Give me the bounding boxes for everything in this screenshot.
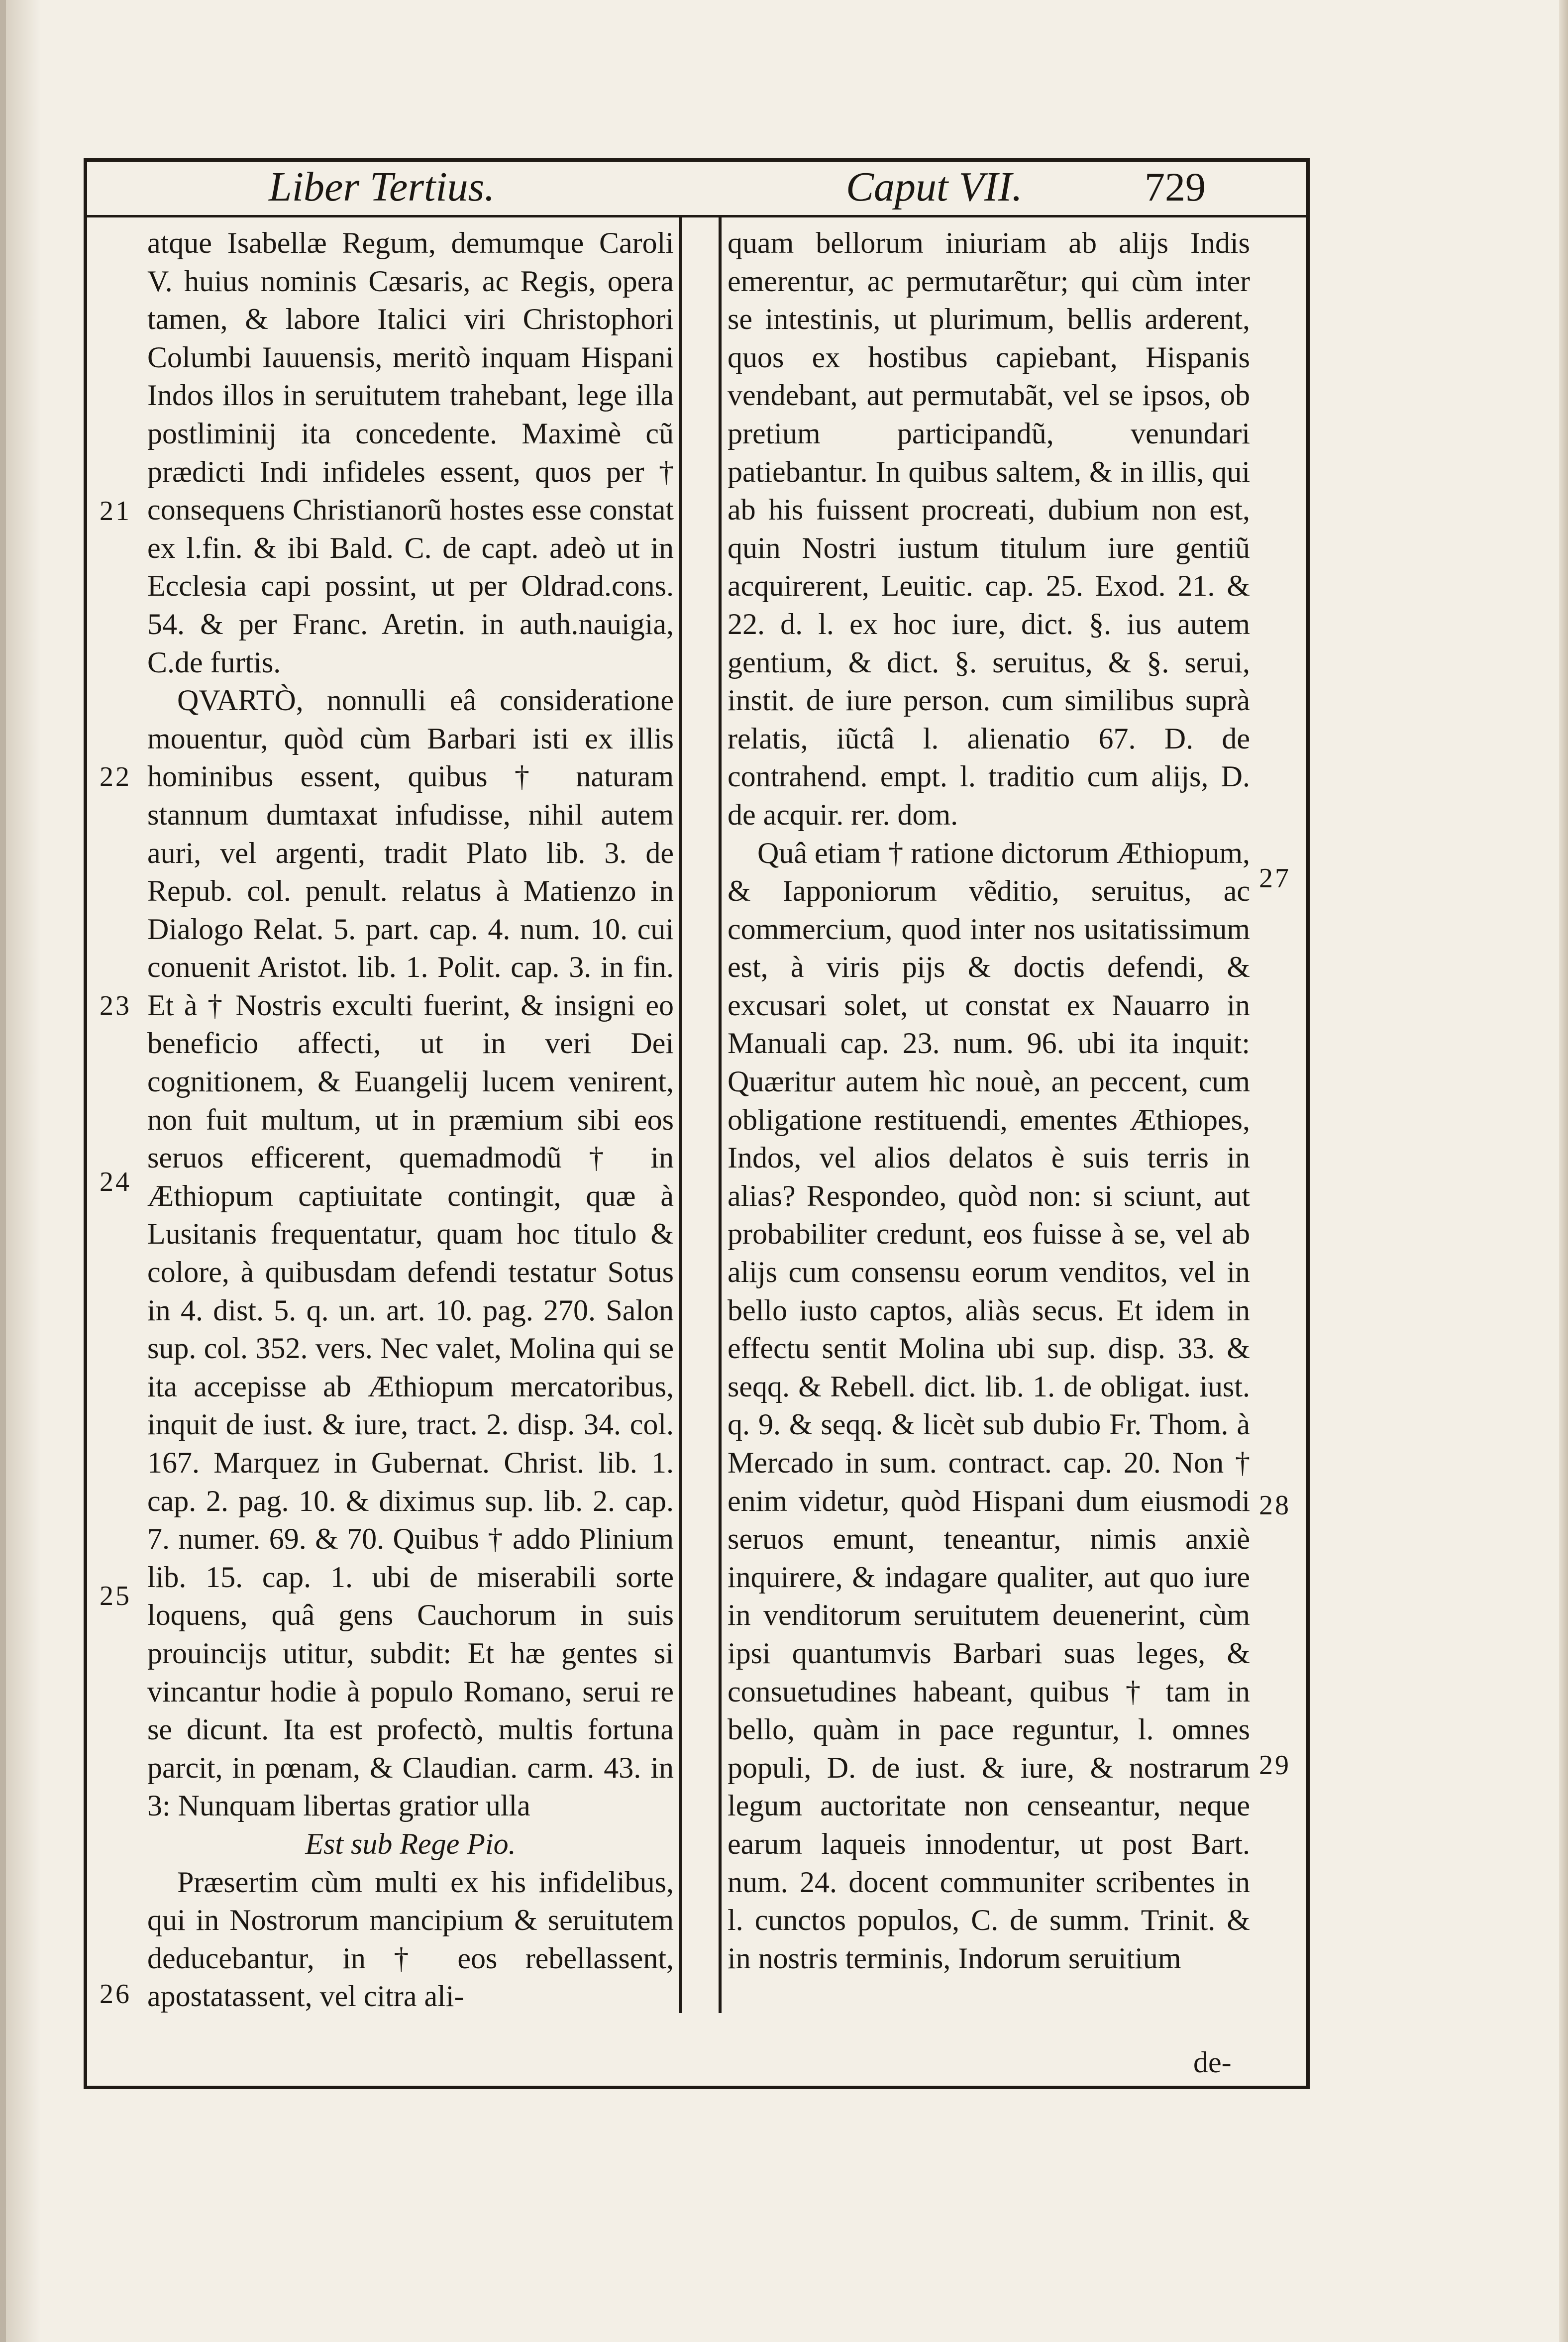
- left-column: [147, 224, 674, 2025]
- left-paragraph-3: Præsertim cùm multi ex his infidelibus, qui in Nostrorum mancipium & seruitutem deducebantur, in † eos rebellassent, apostatassent, vel citra ali-: [147, 1865, 674, 2013]
- left-paragraph-1: atque Isabellæ Regum, demumque Caroli V. huius nominis Cæsaris, ac Regis, opera tamen, & labore Italici viri Christophori Columbi Iauuensis, meritò inquam Hispani Indos illos in seruitutem trahebant, lege illa postliminij ita concedente. Maximè cũ prædicti Indi infideles essent, quos per † consequens Christianorũ hostes esse constat ex l.fin. & ibi Bald. C. de capt. adeò ut in Ecclesia capi possint, ut per Oldrad.cons. 54. & per Franc. Aretin. in auth.nauigia, C.de furtis.: [147, 226, 674, 679]
- margin-number: 28: [1259, 1490, 1291, 1521]
- margin-number: 21: [100, 496, 131, 527]
- margin-number: 24: [100, 1167, 131, 1197]
- margin-number: 27: [1259, 863, 1291, 894]
- left-paragraph-2: QVARTÒ, nonnulli eâ consideratione mouentur, quòd cùm Barbari isti ex illis hominibus essent, quibus † naturam stannum dumtaxat infudisse, nihil autem auri, vel argenti, tradit Plato lib. 3. de Repub. col. penult. relatus à Matienzo in Dialogo Relat. 5. part. cap. 4. num. 10. cui conuenit Aristot. lib. 1. Polit. cap. 3. in fin. Et à † Nostris exculti fuerint, & insigni eo beneficio affecti, ut in veri Dei cognitionem, & Euangelij lucem venirent, non fuit multum, ut in præmium sibi eos seruos efficerent, quemadmodũ † in Æthiopum captiuitate contingit, quæ à Lusitanis frequentatur, quam hoc titulo & colore, à quibusdam defendi testatur Sotus in 4. dist. 5. q. un. art. 10. pag. 270. Salon sup. col. 352. vers. Nec valet, Molina qui se ita accepisse ab Æthiopum mercatoribus, inquit de iust. & iure, tract. 2. disp. 34. col. 167. Marquez in Gubernat. Christ. lib. 1. cap. 2. pag. 10. & diximus sup. lib. 2. cap. 7. numer. 69. & 70. Quibus † addo Plinium lib. 15. cap. 1. ubi de miserabili sorte loquens, quâ gens Cauchorum in suis prouincijs utitur, subdit: Et hæ gentes si vincantur hodie à populo Romano, serui re se dicunt. Ita est profectò, multis fortuna parcit, in pœnam, & Claudian. carm. 43. in 3: Nunquam libertas gratior ulla: [147, 684, 674, 1822]
- catchword: de-: [1193, 2046, 1232, 2079]
- running-head-right: Caput VII.: [846, 164, 1023, 210]
- page-gutter-shadow: [6, 0, 41, 2342]
- column-divider-left: [679, 217, 682, 2013]
- right-paragraph-1: quam bellorum iniuriam ab alijs Indis emerentur, ac permutarẽtur; qui cùm inter se intestinis, ut plurimum, bellis arderent, quos ex hostibus capiebant, Hispanis vendebant, aut permutabãt, vel se ipsos, ob pretium participandũ, venundari patiebantur. In quibus saltem, & in illis, qui ab his fuissent procreati, dubium non est, quin Nostri iustum titulum iure gentiũ acquirerent, Leuitic. cap. 25. Exod. 21. & 22. d. l. ex hoc iure, dict. §. ius autem gentium, & dict. §. seruitus, & §. serui, instit. de iure person. cum similibus suprà relatis, iũctâ l. alienatio 67. D. de contrahend. empt. l. traditio cum alijs, D. de acquir. rer. dom.: [728, 226, 1250, 831]
- margin-number: 29: [1259, 1750, 1291, 1781]
- margin-number: 23: [100, 990, 131, 1021]
- margin-number: 22: [100, 761, 131, 792]
- column-divider-right: [719, 217, 722, 2013]
- verse-line: Est sub Rege Pio.: [305, 1827, 516, 1860]
- running-head-left: Liber Tertius.: [269, 164, 495, 210]
- header-rule: [84, 215, 1310, 217]
- margin-number: 25: [100, 1581, 131, 1611]
- page-number: 729: [1145, 164, 1206, 210]
- margin-number: 26: [100, 1979, 131, 2010]
- right-column: [728, 224, 1250, 2025]
- page-edge: [1559, 0, 1568, 2342]
- right-paragraph-2: Quâ etiam † ratione dictorum Æthiopum, & Iapponiorum vẽditio, seruitus, ac commercium, quod inter nos usitatissimum est, à viris pijs & doctis defendi, & excusari solet, ut constat ex Nauarro in Manuali cap. 23. num. 96. ubi ita inquit: Quæritur autem hìc nouè, an peccent, cum obligatione restituendi, ementes Æthiopes, Indos, vel alios delatos è suis terris in alias? Respondeo, quòd non: si sciunt, aut probabiliter credunt, eos fuisse à se, vel ab alijs cum consensu eorum venditos, vel in bello iusto captos, aliàs secus. Et idem in effectu sentit Molina ubi sup. disp. 33. & seqq. & Rebell. dict. lib. 1. de obligat. iust. q. 9. & seqq. & licèt sub dubio Fr. Thom. à Mercado in sum. contract. cap. 20. Non † enim videtur, quòd Hispani dum eiusmodi seruos emunt, teneantur, nimis anxiè inquirere, & indagare qualiter, aut quo iure in venditorum seruitutem deuenerint, cùm ipsi quantumvis Barbari suas leges, & consuetudines habeant, quibus † tam in bello, quàm in pace reguntur, l. omnes populi, D. de iust. & iure, & nostrarum legum auctoritate non censeantur, neque earum laqueis innodentur, ut post Bart. num. 24. docent communiter scribentes in l. cunctos populos, C. de summ. Trinit. & in nostris terminis, Indorum seruitium: [728, 836, 1250, 1975]
